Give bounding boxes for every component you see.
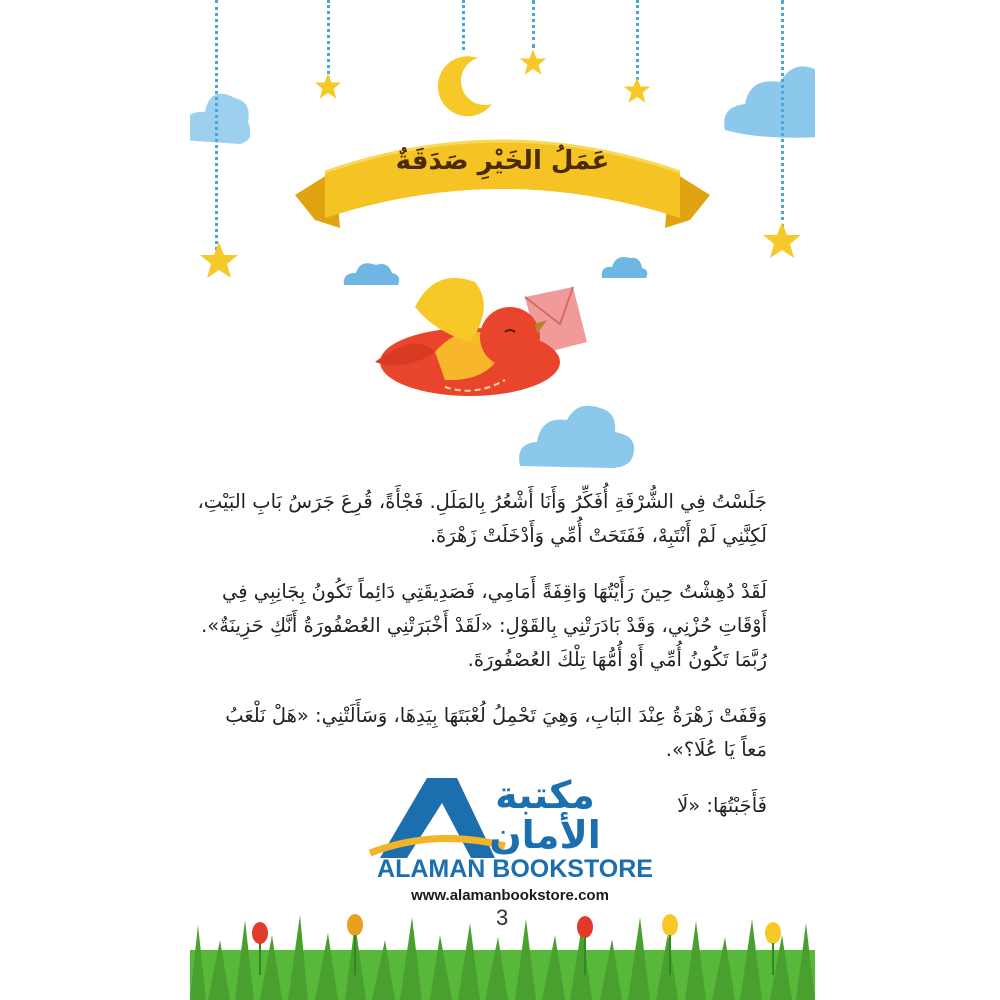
- story-paragraph: [201, 575, 767, 677]
- hanging-string: [781, 0, 784, 228]
- story-line: وَقَفَتْ زَهْرَةُ عِنْدَ البَابِ، وَهِيَ تَحْمِلُ لُعْبَتَهَا بِيَدِهَا، وَسَأَلَتْنِي: «هَلْ نَلْعَبُ: [225, 704, 767, 727]
- story-paragraph: [225, 699, 767, 767]
- story-line: لَكِنَّنِي لَمْ أَنْتَبِهْ، فَفَتَحَتْ أُمِّي وَأَدْخَلَتْ زَهْرَةَ.: [429, 524, 767, 547]
- bird-with-envelope-illustration: [375, 262, 595, 422]
- hanging-string: [532, 0, 535, 48]
- story-line: فَأَجَبْتُهَا: «لَا: [677, 794, 767, 817]
- star-icon: [762, 220, 802, 260]
- star-icon: [199, 240, 239, 280]
- story-line: رُبَّمَا تَكُونُ أُمِّي أَوْ أُمُّهَا تِلْكَ العُصْفُورَةَ.: [467, 648, 767, 671]
- cloud-top-left: [190, 70, 250, 150]
- star-icon: [519, 48, 547, 76]
- hanging-string: [462, 0, 465, 50]
- logo-arabic-line-1: مكتبة: [495, 773, 595, 817]
- page-number: 3: [496, 905, 509, 930]
- cloud-small-right: [600, 250, 650, 282]
- star-icon: [314, 72, 342, 100]
- hanging-string: [636, 0, 639, 80]
- hanging-string: [215, 0, 218, 250]
- story-paragraph: [197, 485, 767, 553]
- story-line: أَوْقَاتِ حُزْنِي، وَقَدْ بَادَرَتْنِي بِالقَوْلِ: «لَقَدْ أَخْبَرَتْنِي العُصْفُورَةُ أَنَّكِ حَزِينَةٌ».: [201, 614, 767, 637]
- logo-english-name: ALAMAN BOOKSTORE: [377, 855, 653, 883]
- story-title: عَمَلُ الخَيْرِ صَدَقَةٌ: [395, 146, 610, 176]
- story-line: لَقَدْ دُهِشْتُ حِينَ رَأَيْتُهَا وَاقِفَةً أَمَامِي، فَصَدِيقَتِي دَائِماً تَكُونُ بِجَانِبِي فِي: [222, 580, 767, 603]
- logo-url: www.alamanbookstore.com: [411, 887, 609, 904]
- star-icon: [623, 76, 651, 104]
- title-banner: [295, 110, 710, 240]
- logo-arabic-line-2: الأمان: [489, 813, 601, 857]
- story-line: مَعاً يَا عُلَا؟».: [665, 738, 767, 761]
- story-line: جَلَسْتُ فِي الشُّرْفَةِ أُفَكِّرُ وَأَنَا أَشْعُرُ بِالمَلَلِ. فَجْأَةً، قُرِعَ جَرَسُ بَابِ البَيْتِ،: [197, 490, 767, 513]
- cloud-top-right: [720, 52, 815, 142]
- hanging-string: [327, 0, 330, 80]
- logo-arabic-name: [445, 775, 645, 855]
